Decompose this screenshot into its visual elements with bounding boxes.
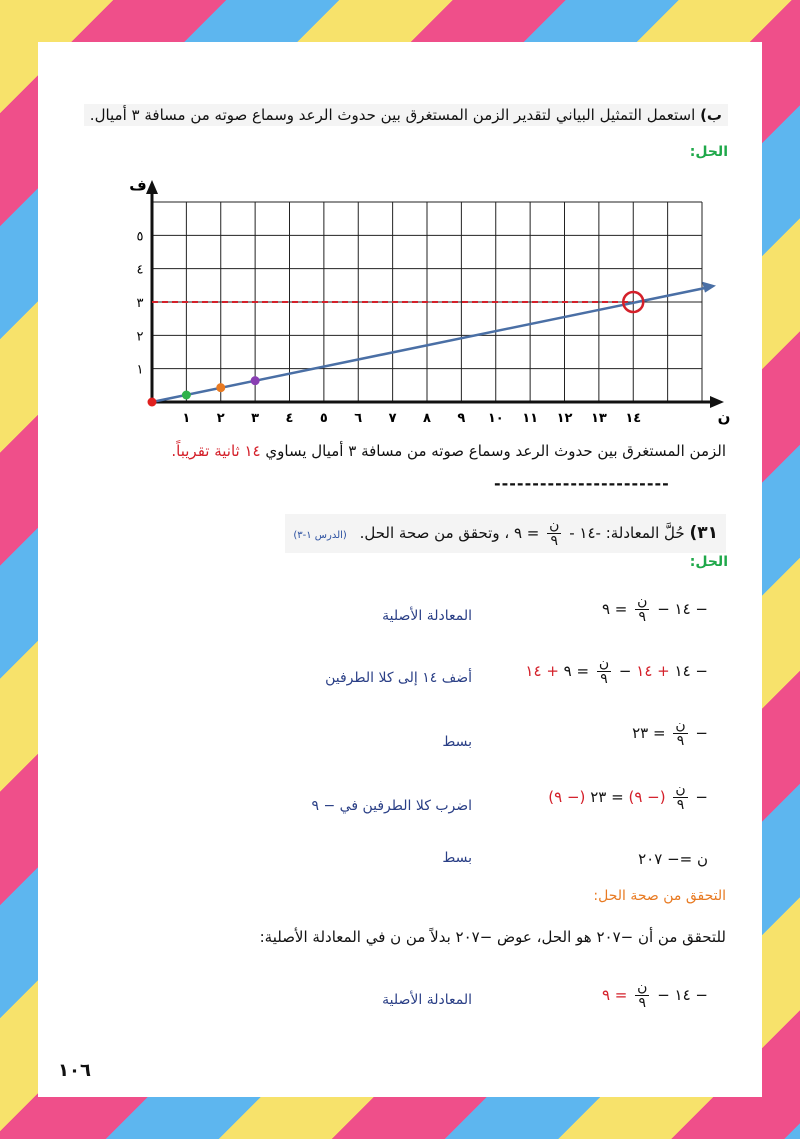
- step-1-fraction: [635, 594, 649, 625]
- equation-step-5: [498, 850, 708, 868]
- step-2-desc: أضف ١٤ إلى كلا الطرفين: [325, 670, 472, 686]
- step-5-pre: ن =− ٢٠٧: [638, 850, 708, 868]
- equation-step-3: [498, 718, 708, 749]
- step-4-desc: اضرب كلا الطرفين في − ٩: [311, 798, 472, 814]
- step-4-pre: −: [695, 788, 708, 806]
- solution-label-1: الحل:: [689, 144, 728, 160]
- answer-main: الزمن المستغرق بين حدوث الرعد وسماع صوته من مسافة ٣ أميال يساوي: [265, 442, 726, 460]
- step-1-pre: − ١٤ −: [657, 600, 708, 618]
- series-line-arrow: [702, 282, 716, 293]
- page-number: ١٠٦: [58, 1060, 91, 1081]
- x-tick-label: ٢: [216, 411, 225, 426]
- distance-time-chart: [110, 176, 731, 430]
- x-tick-label: ١: [182, 411, 191, 426]
- x-tick-label: ١٣: [590, 411, 607, 426]
- equation-step-2: [498, 656, 708, 687]
- final-fraction: [635, 980, 649, 1011]
- fraction-denominator: ٩: [676, 733, 685, 749]
- y-axis-arrow: [146, 180, 158, 194]
- step-5-desc: بسط: [442, 850, 472, 866]
- x-tick-label: ٦: [354, 411, 363, 426]
- y-tick-label: ٣: [136, 296, 144, 311]
- step-2-red-left: + ١٤: [636, 662, 670, 680]
- step-1-post: = ٩: [601, 600, 628, 618]
- step-3-pre: −: [695, 724, 708, 742]
- fraction-denominator: ٩: [638, 609, 647, 625]
- question-b-label: ب): [700, 106, 722, 124]
- final-pre: − ١٤ −: [657, 986, 708, 1004]
- data-point: [182, 391, 191, 400]
- x-tick-label: ٩: [457, 411, 466, 426]
- fraction-denominator: ٩: [638, 995, 647, 1011]
- question-31-text-after: = ٩ ، وتحقق من صحة الحل.: [359, 524, 540, 542]
- x-axis-arrow: [710, 396, 724, 408]
- x-tick-label: ٨: [423, 411, 431, 426]
- fraction-denominator: ٩: [550, 533, 559, 549]
- final-post: = ٩: [601, 986, 628, 1004]
- step-4-fraction: [673, 782, 687, 813]
- y-tick-label: ٤: [136, 262, 144, 278]
- chart-ticks: [137, 229, 642, 426]
- x-tick-label: ١٢: [556, 411, 573, 426]
- page-sheet: [38, 42, 762, 1097]
- question-b-text: استعمل التمثيل البياني لتقدير الزمن المستغرق بين حدوث الرعد وسماع صوته من مسافة ٣ أميال.: [89, 106, 696, 124]
- fraction-numerator: ن: [598, 655, 610, 671]
- x-tick-label: ١٤: [625, 411, 642, 426]
- fraction-denominator: ٩: [676, 797, 685, 813]
- x-tick-label: ٥: [319, 411, 328, 426]
- y-axis-label: ف: [129, 176, 147, 194]
- question-b: [84, 104, 728, 126]
- step-3-fraction: [673, 718, 687, 749]
- fraction-numerator: ن: [637, 979, 648, 995]
- question-31-text-before: حُلَّ المعادلة: -١٤ -: [569, 524, 685, 542]
- answer-highlight: ١٤ ثانية تقريباً.: [171, 442, 261, 460]
- separator-dashes: -----------------------: [494, 474, 670, 493]
- fraction-numerator: ن: [637, 593, 648, 609]
- step-2-pre: − ١٤: [674, 662, 708, 680]
- x-tick-label: ٣: [251, 411, 260, 426]
- chart-series: [148, 282, 717, 407]
- step-2-fraction: [597, 656, 611, 687]
- fraction-numerator: ن: [675, 717, 686, 733]
- step-4-post: = ٢٣: [590, 788, 624, 806]
- fraction-denominator: ٩: [600, 671, 608, 687]
- final-desc: المعادلة الأصلية: [382, 992, 472, 1008]
- answer-text: [171, 442, 726, 460]
- question-31-fraction: [547, 518, 561, 549]
- data-point: [216, 383, 225, 392]
- series-line: [152, 287, 710, 402]
- check-label: التحقق من صحة الحل:: [593, 888, 726, 904]
- question-31: [285, 514, 726, 553]
- step-3-post: = ٢٣: [632, 724, 666, 742]
- y-tick-label: ٥: [136, 229, 144, 245]
- check-text: للتحقق من أن −٢٠٧ هو الحل، عوض −٢٠٧ بدلاً من ن في المعادلة الأصلية:: [259, 928, 726, 946]
- lesson-reference: (الدرس ١-٣): [293, 530, 347, 541]
- x-tick-label: ١١: [522, 411, 539, 426]
- x-tick-label: ٤: [285, 411, 294, 426]
- x-tick-label: ١٠: [487, 411, 504, 426]
- solution-label-2: الحل:: [689, 554, 728, 570]
- question-31-number: ٣١): [689, 523, 718, 543]
- step-2-pre2: −: [618, 662, 632, 680]
- data-point: [251, 376, 260, 385]
- y-tick-label: ١: [136, 362, 144, 378]
- x-tick-label: ٧: [388, 411, 397, 426]
- step-4-red-left: (− ٩): [628, 788, 666, 806]
- x-axis-label: ن: [717, 408, 731, 426]
- fraction-numerator: ن: [675, 781, 686, 797]
- step-3-desc: بسط: [442, 734, 472, 750]
- step-2-red-right: + ١٤: [525, 662, 559, 680]
- step-2-post: = ٩: [563, 662, 590, 680]
- y-tick-label: ٢: [136, 329, 144, 345]
- data-point: [148, 398, 157, 407]
- equation-step-4: [498, 782, 708, 813]
- equation-step-1: [498, 594, 708, 625]
- fraction-numerator: ن: [549, 517, 560, 533]
- step-1-desc: المعادلة الأصلية: [382, 608, 472, 624]
- final-equation: [498, 980, 708, 1011]
- step-4-red-right: (− ٩): [548, 788, 586, 806]
